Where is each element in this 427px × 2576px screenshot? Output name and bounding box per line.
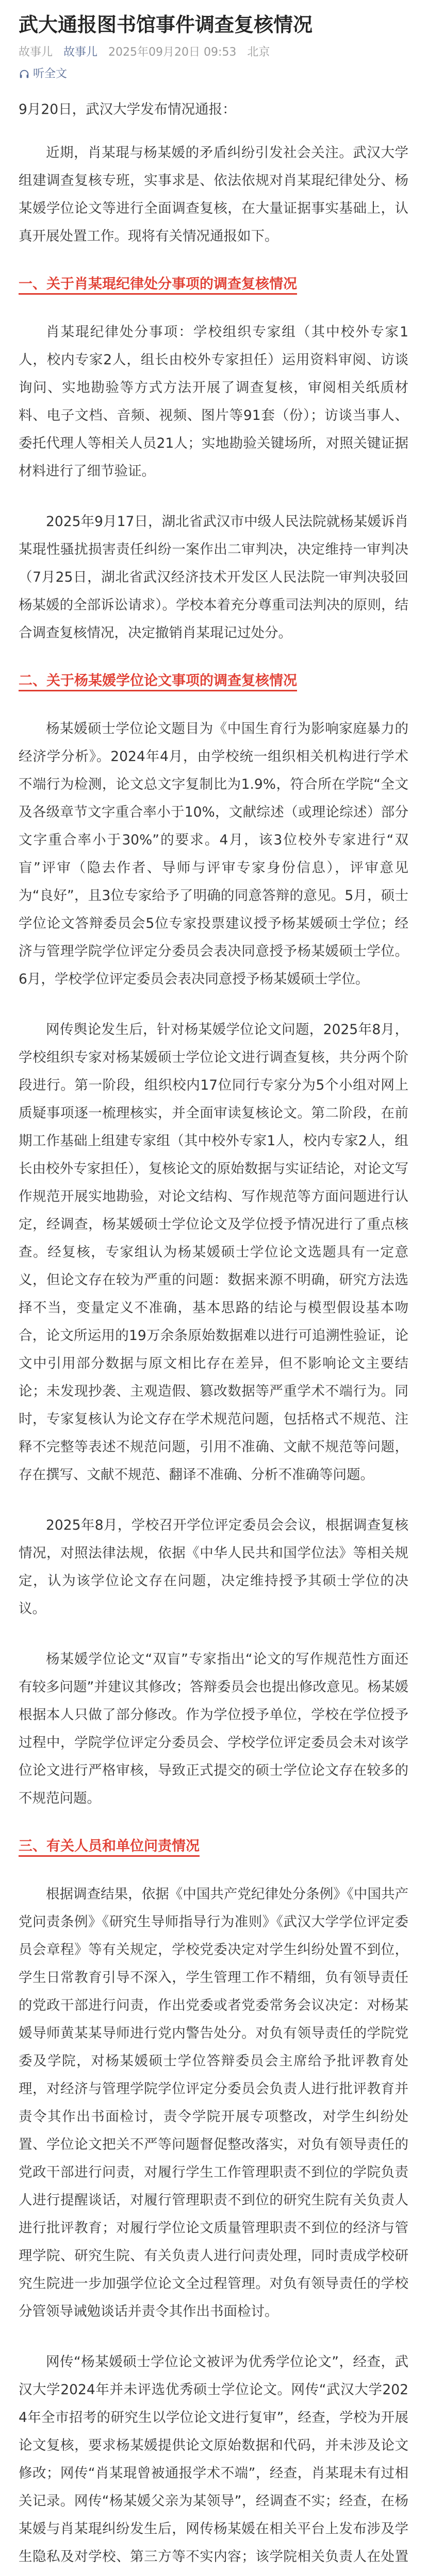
section-heading-2	[19, 670, 408, 692]
section-heading-text: 一、关于肖某琨纪律处分事项的调查复核情况	[19, 276, 297, 295]
section-heading-1	[19, 273, 408, 296]
paragraph: 杨某媛硕士学位论文题目为《中国生育行为影响家庭暴力的经济学分析》。2024年4月，由学校统一组织相关机构进行学术不端行为检测，论文总文字复制比为1.9%，符合所在学院“全文及各级章节文字重合率小于10%，文献综述（或理论综述）部分文字重合率小于30%”的要求。4月，该3位校外专家进行“双盲”评审（隐去作者、导师与评审专家身份信息），评审意见为“良好”，且3位专家给予了明确的同意答辩的意见。5月，硕士学位论文答辩委员会5位专家投票建议授予杨某媛硕士学位；经济与管理学院学位评定分委员会表决同意授予杨某媛硕士学位。6月，学校学位评定委员会表决同意授予杨某媛硕士学位。	[19, 721, 408, 987]
paragraph: 网传舆论发生后，针对杨某媛学位论文问题，2025年8月，学校组织专家对杨某媛硕士学位论文进行调查复核，共分两个阶段进行。第一阶段，组织校内17位同行专家分为5个小组对网上质疑事项逐一梳理核实，并全面审读复核论文。第二阶段，在前期工作基础上组建专家组（其中校外专家1人，校内专家2人，组长由校外专家担任），复核论文的原始数据与实证结论，对论文写作规范开展实地勘验，对论文结构、写作规范等方面问题进行认定，经调查，杨某媛硕士学位论文及学位授予情况进行了重点核查。经复核，专家组认为杨某媛硕士学位论文选题具有一定意义，但论文存在较为严重的问题：数据来源不明确，研究方法选择不当，变量定义不准确，基本思路的结论与模型假设基本吻合，论文所运用的19万余条原始数据难以进行可追溯性验证，论文中引用部分数据与原文相比存在差异，但不影响论文主要结论；未发现抄袭、主观造假、篡改数据等严重学术不端行为。同时，专家复核认为论文存在学术规范问题，包括格式不规范、注释不完整等表述不规范问题，引用不准确、文献不规范等问题，存在撰写、文献不规范、翻译不准确、分析不准确等问题。	[19, 1022, 408, 1483]
listen-button[interactable]	[19, 66, 408, 82]
paragraph: 根据调查结果，依据《中国共产党纪律处分条例》《中国共产党问责条例》《研究生导师指导行为准则》《武汉大学学位评定委员会章程》等有关规定，学校党委决定对学生纠纷处置不到位，学生日常教育引导不深入，学生管理工作不精细，负有领导责任的党政干部进行问责，作出党委或者党委常务会议决定：对杨某媛导师黄某某导师进行党内警告处分。对负有领导责任的学院党委及学院，对杨某媛硕士学位答辩委员会主席给予批评教育处理，对经济与管理学院学位评定分委员会负责人进行批评教育并责令其作出书面检讨，责令学院开展专项整改，对学生纠纷处置、学位论文把关不严等问题督促整改落实，对负有领导责任的党政干部进行问责，对履行学生工作管理职责不到位的学院负责人进行提醒谈话，对履行管理职责不到位的研究生院有关负责人进行批评教育；对履行学位论文质量管理职责不到位的经济与管理学院、研究生院、有关负责人进行问责处理，同时责成学校研究生院进一步加强学位论文全过程管理。对负有领导责任的学校分管领导诫勉谈话并责令其作出书面检讨。	[19, 1886, 408, 2319]
article-title: 武大通报图书馆事件调查复核情况	[19, 13, 313, 36]
publish-location: 北京	[247, 46, 270, 59]
headphones-icon	[19, 69, 30, 80]
paragraph: 网传“杨某媛硕士学位论文被评为优秀学位论文”，经查，武汉大学2024年并未评选优秀硕士学位论文。网传“武汉大学2024年全市招考的研究生以学位论文进行复审”，经查，学校为开展论文复核，要求杨某媛提供论文原始数据和代码，并未涉及论文修改；网传“肖某琨曾被通报学术不端”，经查，肖某琨未有过相关记录。网传“杨某媛父亲为某领导”，经调查不实；经查，在杨某媛与肖某琨纠纷发生后，网传杨某媛在相关平台上发布涉及学生隐私及对学校、第三方等不实内容；该学院相关负责人在处置	[19, 2354, 408, 2565]
paragraph: 近期，肖某琨与杨某媛的矛盾纠纷引发社会关注。武汉大学组建调查复核专班，实事求是、依法依规对肖某琨纪律处分、杨某媛学位论文等进行全面调查复核，在大量证据事实基础上，认真开展处置工作。现将有关情况通报如下。	[19, 145, 408, 244]
paragraph: 肖某琨纪律处分事项：学校组织专家组（其中校外专家1人，校内专家2人，组长由校外专家担任）运用资料审阅、访谈询问、实地勘验等方式方法开展了调查复核，审阅相关纸质材料、电子文档、音频、视频、图片等91套（份）；访谈当事人、委托代理人等相关人员21人；实地勘验关键场所，对照关键证据材料进行了细节验证。	[19, 324, 408, 479]
author-name[interactable]: 故事儿	[19, 46, 53, 59]
publish-datetime: 2025年09月20日 09:53	[108, 46, 237, 59]
source-account[interactable]: 故事儿	[63, 46, 98, 59]
paragraph: 杨某媛学位论文“双盲”专家指出“论文的写作规范性方面还有较多问题”并建议其修改；答辩委员会也提出修改意见。杨某媛根据本人只做了部分修改。作为学位授予单位，学校在学位授予过程中，学院学位评定分委员会、学校学位评定委员会未对该学位论文进行严格审核，导致正式提交的硕士学位论文存在较多的不规范问题。	[19, 1651, 408, 1806]
paragraph: 2025年8月，学校召开学位评定委员会会议，根据调查复核情况，对照法律法规，依据《中华人民共和国学位法》等相关规定，认为该学位论文存在问题，决定维持授予其硕士学位的决议。	[19, 1517, 408, 1617]
article-meta	[19, 44, 408, 61]
paragraph: 2025年9月17日，湖北省武汉市中级人民法院就杨某媛诉肖某琨性骚扰损害责任纠纷一案作出二审判决，决定维持一审判决（7月25日，湖北省武汉经济技术开发区人民法院一审判决驳回杨某媛的全部诉讼请求）。学校本着充分尊重司法判决的原则，结合调查复核情况，决定撤销肖某琨记过处分。	[19, 514, 408, 641]
section-heading-3	[19, 1835, 408, 1858]
section-heading-text: 三、有关人员和单位问责情况	[19, 1838, 200, 1857]
listen-label: 听全文	[33, 67, 68, 80]
intro-paragraph: 9月20日，武汉大学发布情况通报：	[19, 101, 236, 117]
section-heading-text: 二、关于杨某媛学位论文事项的调查复核情况	[19, 673, 297, 691]
